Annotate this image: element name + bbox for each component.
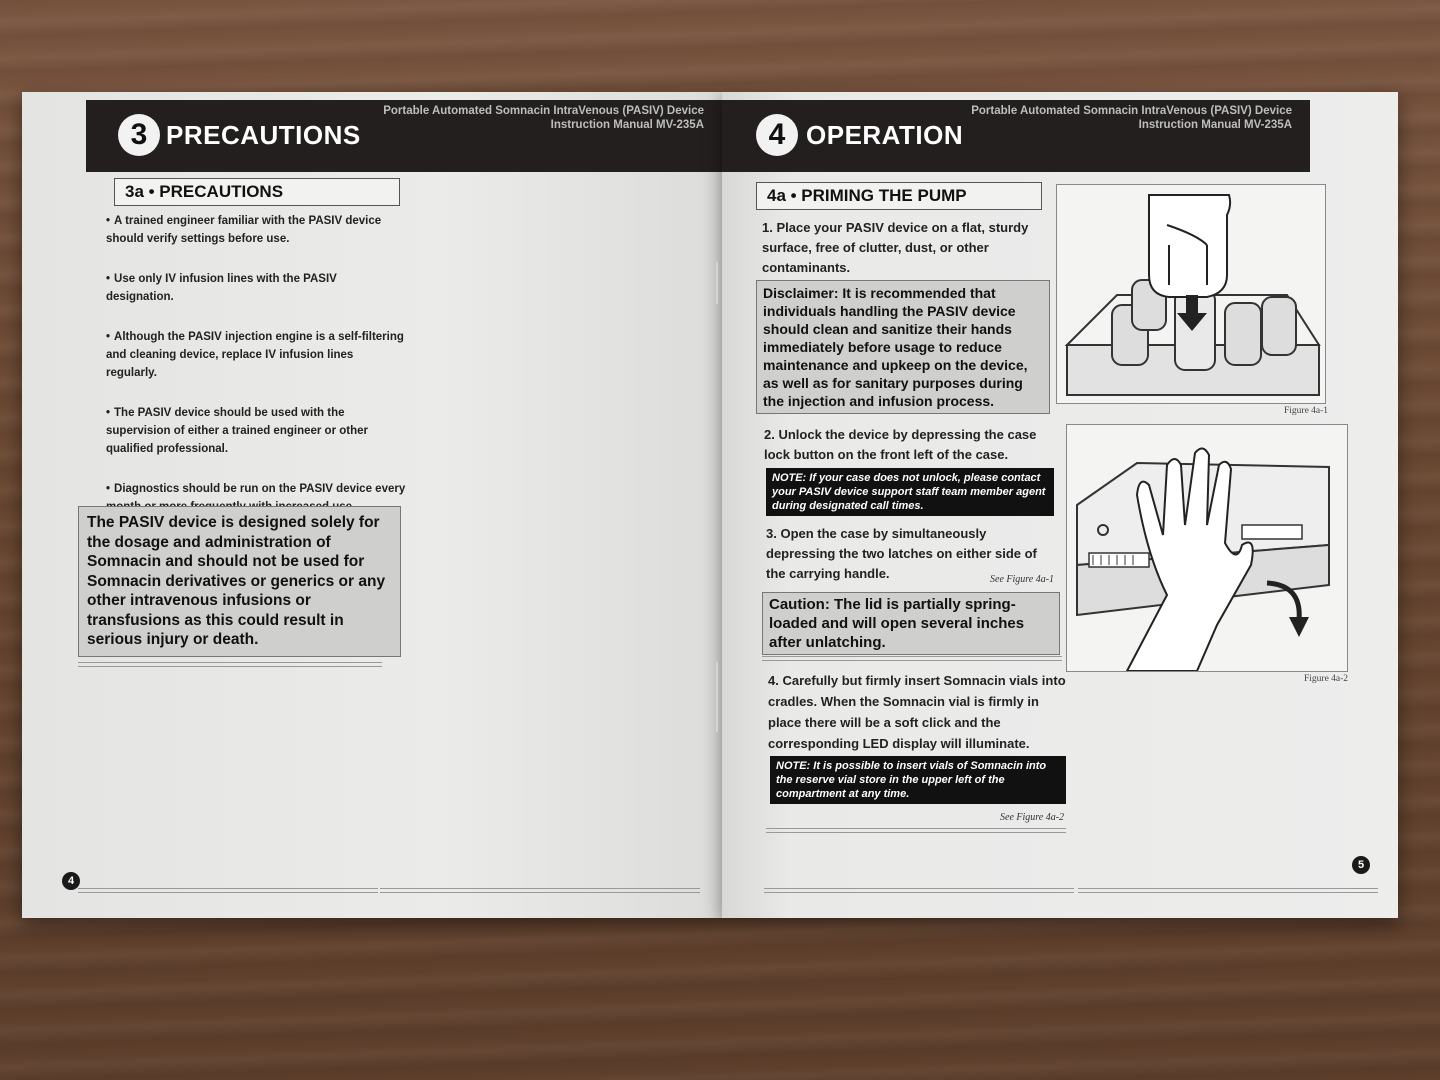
right-page (722, 92, 1398, 918)
step-1: 1. Place your PASIV device on a flat, sturdy surface, free of clutter, dust, or other contaminants. (762, 220, 1029, 275)
divider (764, 888, 1074, 893)
note-box: NOTE: It is possible to insert vials of Somnacin into the reserve vial store in the upper left of the compartment at any time. (770, 756, 1066, 804)
divider (78, 888, 378, 893)
figure-caption: Figure 4a-2 (1304, 674, 1349, 684)
brand-line-1: Portable Automated Somnacin IntraVenous (PASIV) Device (383, 105, 704, 117)
section-header-operation (722, 100, 1310, 172)
caution-box: Caution: The lid is partially spring-loaded and will open several inches after unlatching. (762, 592, 1060, 655)
section-number-badge: 3 (118, 114, 160, 156)
hand-opening-case-illustration-icon (1067, 425, 1347, 671)
figure-4a-2 (1066, 424, 1348, 672)
divider (1078, 888, 1378, 893)
brand-line-1: Portable Automated Somnacin IntraVenous (PASIV) Device (971, 105, 1292, 117)
list-item: • Use only IV infusion lines with the PASIV designation. (106, 273, 337, 303)
list-item: • The PASIV device should be used with the supervision of either a trained engineer or other qualified professional. (106, 407, 369, 455)
hand-inserting-vial-illustration-icon (1057, 185, 1325, 403)
disclaimer-box: Disclaimer: It is recommended that individuals handling the PASIV device should clean and sanitize their hands immediately before usage to reduce maintenance and upkeep on the device, as well as for sanitary purposes during the injection and infusion process. (756, 280, 1050, 414)
section-number-badge: 4 (756, 114, 798, 156)
figure-reference: See Figure 4a-1 (990, 574, 1055, 585)
precautions-list (106, 212, 406, 538)
list-item: • Although the PASIV injection engine is a self-filtering and cleaning device, replace IV infusion lines regularly. (106, 331, 404, 379)
brand-header (971, 104, 1292, 132)
figure-caption: Figure 4a-1 (1284, 406, 1329, 416)
step-3: 3. Open the case by simultaneously depressing the two latches on either side of the carrying handle. (766, 526, 1037, 581)
figure-reference: See Figure 4a-2 (1000, 812, 1065, 823)
subsection-heading: 3a • PRECAUTIONS (114, 178, 400, 206)
brand-line-2: Instruction Manual MV-235A (1138, 119, 1292, 131)
step-2: 2. Unlock the device by depressing the case lock button on the front left of the case. (764, 427, 1037, 462)
section-header-precautions (86, 100, 722, 172)
section-title: OPERATION (806, 120, 964, 150)
divider (78, 662, 382, 667)
divider (766, 828, 1066, 833)
divider (762, 656, 1062, 661)
figure-4a-1 (1056, 184, 1326, 404)
subsection-heading: 4a • PRIMING THE PUMP (756, 182, 1042, 210)
section-title: PRECAUTIONS (166, 120, 361, 150)
list-item: • Diagnostics should be run on the PASIV device every (106, 483, 406, 495)
brand-line-2: Instruction Manual MV-235A (550, 119, 704, 131)
list-item: • A trained engineer familiar with the PASIV device should verify settings before use. (106, 215, 382, 245)
step-4: 4. Carefully but firmly insert Somnacin vials into cradles. When the Somnacin vial is firmly in place there will be a soft click and the corresponding LED display will illuminate. (768, 673, 1066, 751)
left-page (22, 92, 722, 918)
page-number: 4 (62, 872, 80, 890)
warning-box: The PASIV device is designed solely for the dosage and administration of Somnacin and should not be used for Somnacin derivatives or generics or any other intravenous infusions or transfusions as this could result in serious injury or death. (78, 506, 401, 657)
divider (380, 888, 700, 893)
brand-header (383, 104, 704, 132)
page-number: 5 (1352, 856, 1370, 874)
note-box: NOTE: If your case does not unlock, please contact your PASIV device support staff team member agent during designated call times. (766, 468, 1054, 516)
